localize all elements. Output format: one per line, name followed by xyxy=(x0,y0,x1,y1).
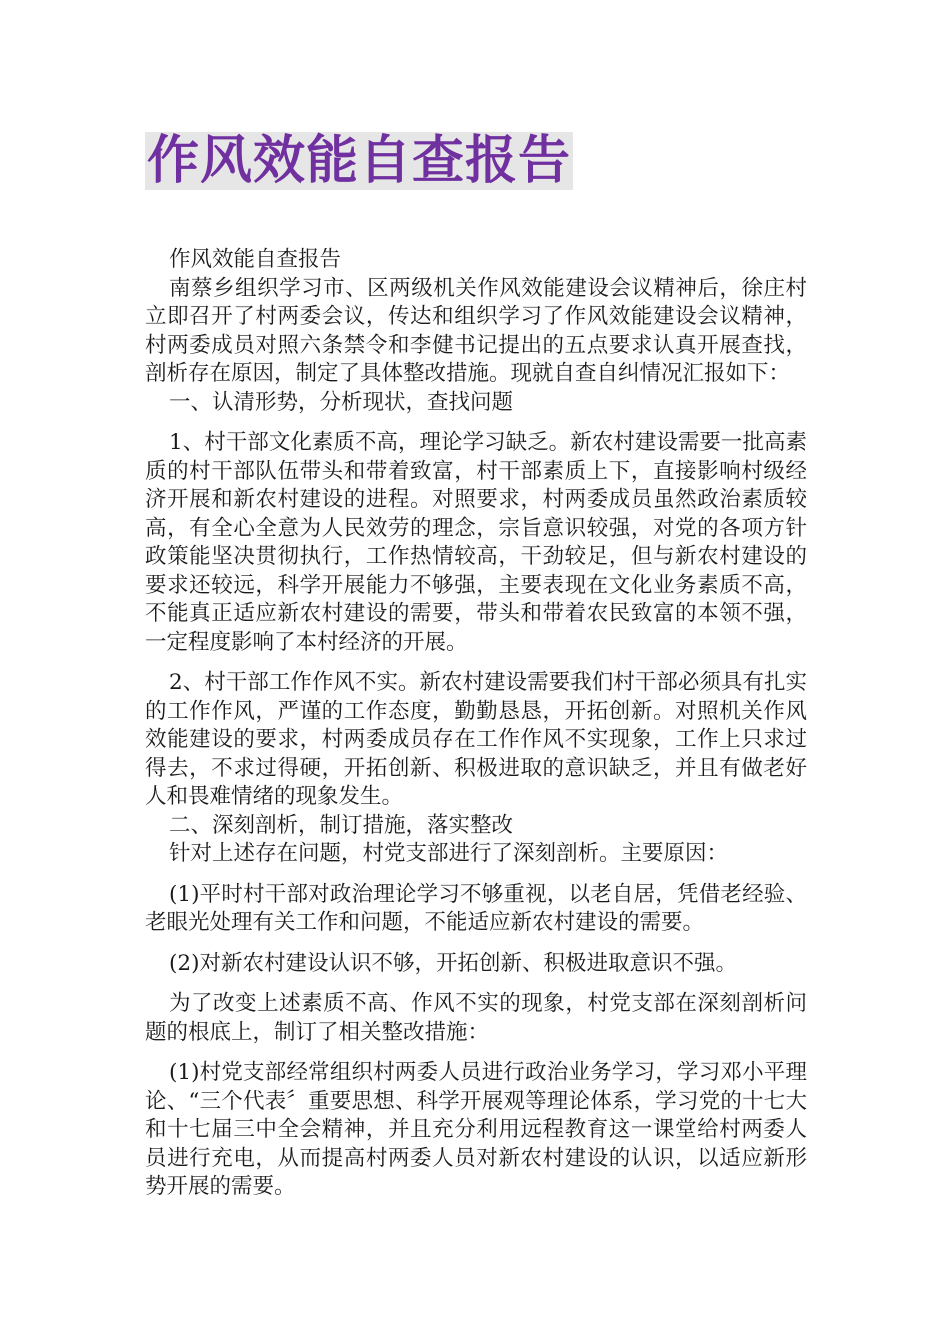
paragraph-item-1: 1、村干部文化素质不高，理论学习缺乏。新农村建设需要一批高素质的村干部队伍带头和带着致富，村干部素质上下，直接影响村级经济开展和新农村建设的进程。对照要求，村两委成员虽然政治素质较高，有全心全意为人民效劳的理念，宗旨意识较强，对党的各项方针政策能坚决贯彻执行，工作热情较高，干劲较足，但与新农村建设的要求还较远，科学开展能力不够强，主要表现在文化业务素质不高，不能真正适应新农村建设的需要，带头和带着农民致富的本领不强，一定程度影响了本村经济的开展。 xyxy=(145,430,807,655)
section-heading-2: 二、深刻剖析，制订措施，落实整改 xyxy=(169,812,514,838)
paragraph-heading: 作风效能自查报告 xyxy=(169,247,342,272)
document-title: 作风效能自查报告 xyxy=(147,131,572,191)
paragraph-measure-1: (1)村党支部经常组织村两委人员进行政治业务学习，学习邓小平理论、“三个代表〞重要思想、科学开展观等理论体系，学习党的十七大和十七届三中全会精神，并且充分利用远程教育这一课堂给村两委人员进行充电，从而提高村两委人员对新农村建设的认识，以适应新形势开展的需要。 xyxy=(145,1060,807,1199)
paragraph-intro: 南蔡乡组织学习市、区两级机关作风效能建设会议精神后，徐庄村立即召开了村两委会议，传达和组织学习了作风效能建设会议精神，村两委成员对照六条禁令和李健书记提出的五点要求认真开展查找，剖析存在原因，制定了具体整改措施。现就自查自纠情况汇报如下： xyxy=(145,275,807,386)
paragraph-reason-2: (2)对新农村建设认识不够，开拓创新、积极进取意识不强。 xyxy=(169,950,737,976)
section-heading-1: 一、认清形势，分析现状，查找问题 xyxy=(169,389,514,415)
paragraph-analysis: 针对上述存在问题，村党支部进行了深刻剖析。主要原因： xyxy=(169,841,729,866)
paragraph-measures-intro: 为了改变上述素质不高、作风不实的现象，村党支部在深刻剖析问题的根底上，制订了相关整改措施： xyxy=(145,991,807,1045)
document-body xyxy=(145,246,807,1202)
paragraph-item-2: 2、村干部工作作风不实。新农村建设需要我们村干部必须具有扎实的工作作风，严谨的工作态度，勤勤恳恳，开拓创新。对照机关作风效能建设的要求，村两委成员存在工作作风不实现象，工作上只求过得去，不求过得硬，开拓创新、积极进取的意识缺乏，并且有做老好人和畏难情绪的现象发生。 xyxy=(145,670,807,809)
paragraph-reason-1: (1)平时村干部对政治理论学习不够重视，以老自居，凭借老经验、老眼光处理有关工作和问题，不能适应新农村建设的需要。 xyxy=(145,881,807,935)
